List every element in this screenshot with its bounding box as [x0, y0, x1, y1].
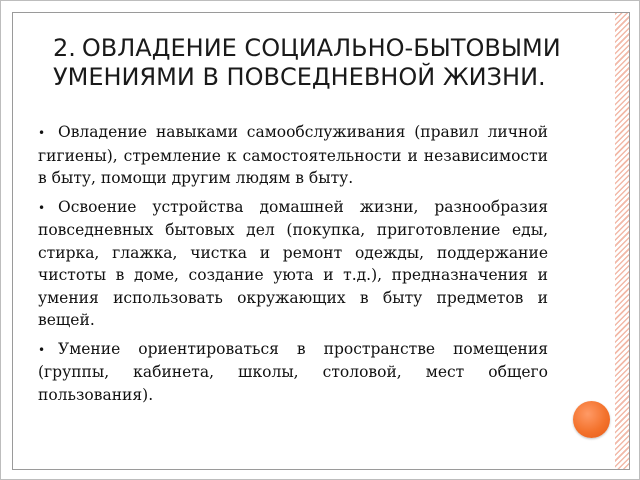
list-item	[38, 338, 548, 407]
bullet-icon: •	[38, 342, 46, 357]
title-text: ОВЛАДЕНИЕ СОЦИАЛЬНО-БЫТОВЫМИ УМЕНИЯМИ В ПОВСЕДНЕВНОЙ ЖИЗНИ.	[53, 34, 561, 91]
title-number: 2.	[53, 34, 76, 62]
slide-title	[53, 34, 613, 92]
bullet-icon: •	[38, 200, 46, 215]
list-item	[38, 196, 548, 332]
list-item-text: Освоение устройства домашней жизни, разнообразия повседневных бытовых дел (покупка, приготовление еды, стирка, глажка, чистка и ремонт одежды, поддержание чистоты в доме, создание уюта и т.д.), предназначения и умения использовать окружающих в быту предметов и вещей.	[38, 197, 548, 329]
bullet-icon: •	[38, 126, 46, 140]
bullet-list	[38, 121, 548, 412]
list-item-text: Умение ориентироваться в пространстве помещения (группы, кабинета, школы, столовой, мест общего пользования).	[38, 339, 548, 404]
orange-circle-decoration	[573, 401, 610, 438]
list-item-text: Овладение навыками самообслуживания (правил личной гигиены), стремление к самостоятельности и независимости в быту, помощи другим людям в быту.	[38, 123, 548, 187]
list-item	[38, 121, 548, 190]
decorative-stripes	[615, 13, 629, 469]
